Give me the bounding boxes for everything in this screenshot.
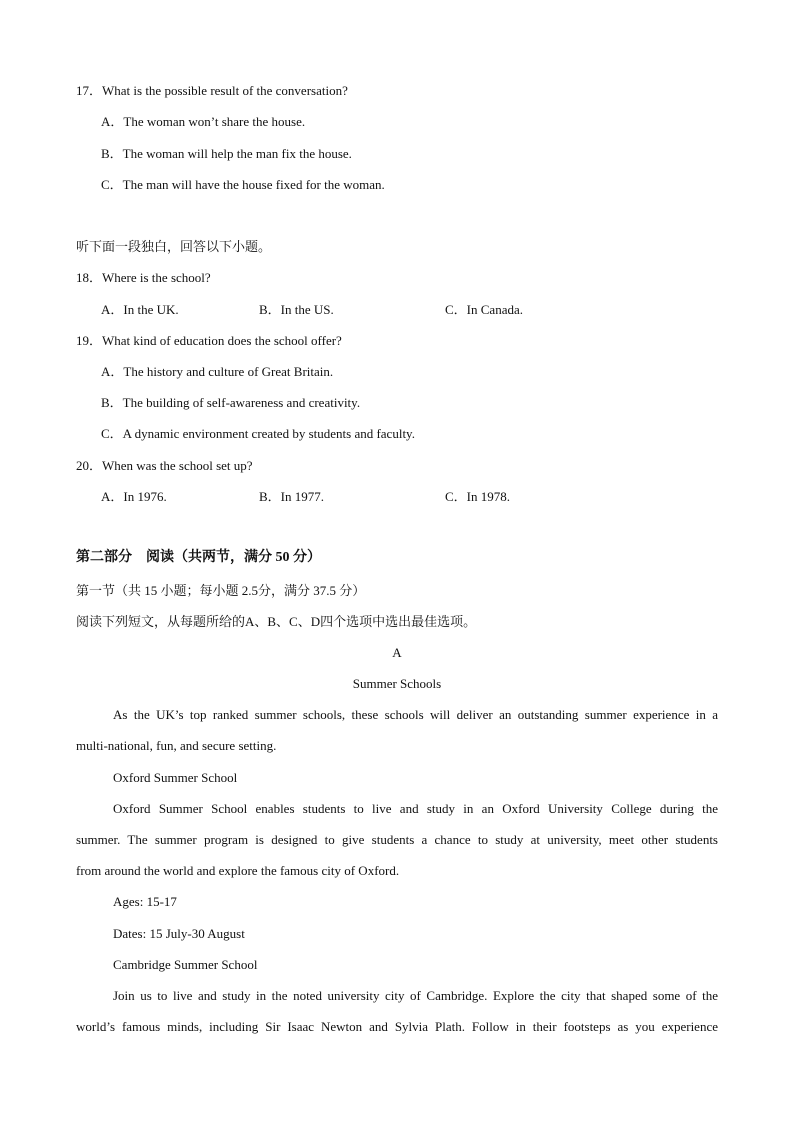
intro-line-2: multi-national, fun, and secure setting.: [76, 738, 277, 753]
oxford-line-2: summer. The summer program is designed to give students a chance to study at university, meet other students: [76, 832, 718, 847]
question-18-option-b: B．In the US.: [259, 302, 334, 317]
question-18-option-a: A．In the UK.: [101, 302, 179, 317]
reading-part-title: 第二部分 阅读（共两节，满分 50 分）: [76, 550, 321, 565]
question-17-stem: 17．What is the possible result of the conversation?: [76, 83, 348, 98]
oxford-line-3: from around the world and explore the famous city of Oxford.: [76, 863, 400, 878]
cambridge-line-1: Join us to live and study in the noted university city of Cambridge. Explore the city that shaped some of the: [113, 988, 718, 1003]
reading-section-title: 第一节（共 15 小题；每小题 2.5分，满分 37.5 分）: [76, 583, 366, 598]
question-19-stem: 19．What kind of education does the school offer?: [76, 333, 342, 348]
oxford-line-1: Oxford Summer School enables students to live and study in an Oxford University College during the: [113, 801, 718, 816]
question-18-option-c: C．In Canada.: [445, 302, 523, 317]
question-18-stem: 18．Where is the school?: [76, 270, 211, 285]
question-20-option-c: C．In 1978.: [445, 489, 511, 504]
oxford-heading: Oxford Summer School: [113, 770, 238, 785]
question-17-option-b: B．The woman will help the man fix the house.: [101, 146, 352, 161]
question-19-option-c: C．A dynamic environment created by students and faculty.: [101, 426, 415, 441]
intro-line-1: As the UK’s top ranked summer schools, these schools will deliver an outstanding summer experience in a: [113, 707, 718, 722]
question-17-option-c: C．The man will have the house fixed for the woman.: [101, 177, 385, 192]
oxford-dates: Dates: 15 July-30 August: [113, 926, 245, 941]
oxford-ages: Ages: 15-17: [113, 894, 177, 909]
question-19-option-a: A．The history and culture of Great Britain.: [101, 364, 334, 379]
question-20-option-b: B．In 1977.: [259, 489, 325, 504]
cambridge-line-2: world’s famous minds, including Sir Isaac Newton and Sylvia Plath. Follow in their footsteps as you experience: [76, 1019, 718, 1034]
passage-title: Summer Schools: [352, 676, 442, 691]
monologue-instruction: 听下面一段独白，回答以下小题。: [76, 239, 272, 254]
question-20-stem: 20．When was the school set up?: [76, 458, 253, 473]
question-20-option-a: A．In 1976.: [101, 489, 167, 504]
passage-letter: A: [392, 645, 402, 660]
question-19-option-b: B．The building of self-awareness and creativity.: [101, 395, 361, 410]
cambridge-heading: Cambridge Summer School: [113, 957, 258, 972]
question-17-option-a: A．The woman won’t share the house.: [101, 114, 306, 129]
reading-instruction: 阅读下列短文，从每题所给的A、B、C、D四个选项中选出最佳选项。: [76, 614, 477, 629]
